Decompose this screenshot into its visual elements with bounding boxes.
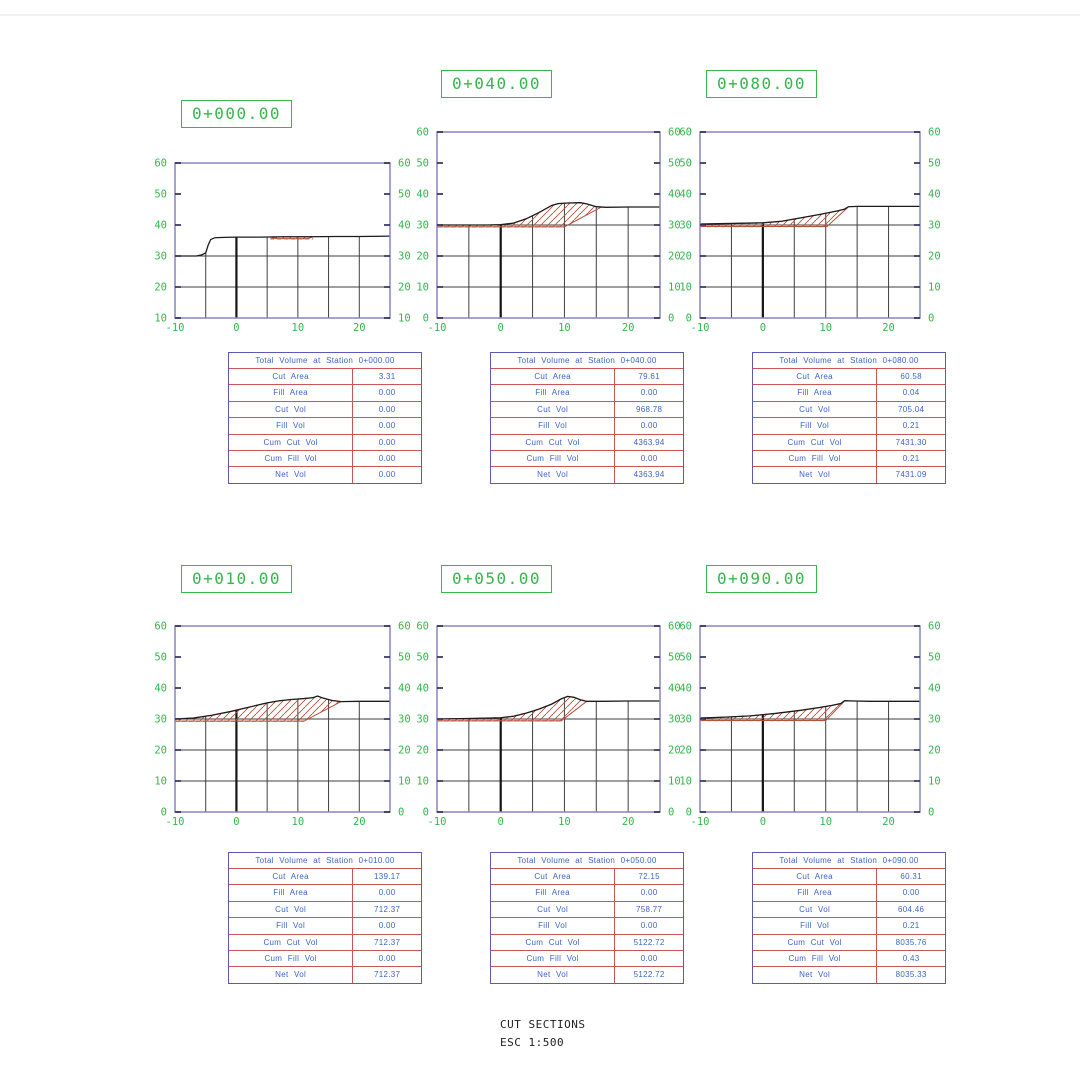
y-axis-label: 10 xyxy=(154,312,167,325)
x-axis-label: 0 xyxy=(759,322,767,334)
volume-row-value: 5122.72 xyxy=(633,937,665,947)
y-axis-label: 10 xyxy=(154,775,167,788)
y-axis-label: 50 xyxy=(416,157,429,170)
x-axis-label: -10 xyxy=(427,322,447,334)
volume-row-label: Cut Vol xyxy=(753,902,877,917)
cut-area-hatch xyxy=(437,203,601,227)
y-axis-label: 30 xyxy=(928,219,941,232)
x-axis-label: 20 xyxy=(352,816,366,828)
volume-row-label: Cum Fill Vol xyxy=(491,451,615,466)
volume-table-title: Total Volume at Station 0+000.00 xyxy=(229,353,421,369)
sheet-title: CUT SECTIONS xyxy=(500,1018,586,1031)
y-axis-label: 40 xyxy=(398,682,411,695)
volume-row-label: Cum Cut Vol xyxy=(753,435,877,450)
station-label-box xyxy=(181,565,292,593)
y-axis-label: 50 xyxy=(679,651,692,664)
volume-row-value: 0.21 xyxy=(902,453,920,463)
volume-table-row xyxy=(229,418,421,434)
volume-row-value: 0.00 xyxy=(640,453,658,463)
y-axis-label: 40 xyxy=(928,682,941,695)
y-axis-label: 0 xyxy=(685,806,692,819)
volume-table-row xyxy=(753,885,945,901)
volume-row-label: Net Vol xyxy=(491,967,615,982)
volume-table-title: Total Volume at Station 0+090.00 xyxy=(753,853,945,869)
volume-row-value: 0.00 xyxy=(378,921,396,931)
y-axis-label: 10 xyxy=(679,281,692,294)
volume-row-label: Cut Area xyxy=(753,369,877,384)
cross-section-plot xyxy=(130,616,435,834)
y-axis-label: 50 xyxy=(416,651,429,664)
volume-row-label: Cut Area xyxy=(491,369,615,384)
volume-row-value: 604.46 xyxy=(897,904,925,914)
y-axis-label: 60 xyxy=(679,126,692,139)
volume-row-value: 139.17 xyxy=(373,872,401,881)
y-axis-label: 20 xyxy=(679,744,692,757)
y-axis-label: 50 xyxy=(398,188,411,201)
y-axis-label: 20 xyxy=(668,744,681,757)
volume-table-row xyxy=(753,967,945,982)
volume-row-value: 0.00 xyxy=(640,953,658,963)
y-axis-label: 60 xyxy=(398,157,411,170)
volume-table xyxy=(490,352,684,484)
y-axis-label: 0 xyxy=(928,312,935,325)
volume-row-label: Cut Vol xyxy=(491,902,615,917)
y-axis-label: 50 xyxy=(668,157,681,170)
volume-row-label: Cum Cut Vol xyxy=(491,435,615,450)
y-axis-label: 10 xyxy=(679,775,692,788)
volume-row-value: 712.37 xyxy=(373,970,401,980)
y-axis-label: 20 xyxy=(668,250,681,263)
volume-row-label: Cum Cut Vol xyxy=(753,935,877,950)
y-axis-label: 20 xyxy=(679,250,692,263)
volume-table-row xyxy=(491,418,683,434)
volume-table-row xyxy=(229,935,421,951)
y-axis-label: 50 xyxy=(668,651,681,664)
volume-row-value: 4363.94 xyxy=(633,470,665,480)
station-label: 0+080.00 xyxy=(717,74,807,93)
volume-table-row xyxy=(753,402,945,418)
volume-table-row xyxy=(229,385,421,401)
x-axis-label: 20 xyxy=(352,322,366,334)
volume-row-label: Cum Fill Vol xyxy=(753,951,877,966)
volume-table-title: Total Volume at Station 0+040.00 xyxy=(491,353,683,369)
x-axis-label: 0 xyxy=(497,322,504,334)
y-axis-label: 50 xyxy=(679,157,692,170)
volume-table-row xyxy=(491,467,683,482)
volume-table-row xyxy=(229,902,421,918)
volume-row-value: 0.00 xyxy=(378,421,396,431)
volume-table-row xyxy=(753,435,945,451)
y-axis-label: 30 xyxy=(668,219,681,232)
y-axis-label: 60 xyxy=(928,620,941,633)
volume-row-label: Cut Area xyxy=(491,869,615,884)
volume-row-value: 5122.72 xyxy=(633,970,665,980)
volume-row-value: 8035.76 xyxy=(895,937,927,947)
sheet-scale: ESC 1:500 xyxy=(500,1036,565,1049)
y-axis-label: 0 xyxy=(422,312,429,325)
volume-table-row xyxy=(491,967,683,982)
volume-row-label: Fill Area xyxy=(753,385,877,400)
y-axis-label: 60 xyxy=(679,620,692,633)
volume-table-row xyxy=(229,435,421,451)
y-axis-label: 30 xyxy=(416,713,429,726)
x-axis-label: 0 xyxy=(759,816,767,828)
x-axis-label: 10 xyxy=(819,322,833,334)
volume-row-value: 4363.94 xyxy=(633,437,665,447)
volume-table-row xyxy=(229,951,421,967)
y-axis-label: 30 xyxy=(154,713,167,726)
y-axis-label: 50 xyxy=(928,651,941,664)
y-axis-label: 30 xyxy=(398,713,411,726)
volume-row-label: Cut Vol xyxy=(753,402,877,417)
y-axis-label: 0 xyxy=(422,806,429,819)
volume-row-value: 712.37 xyxy=(373,937,401,947)
station-label-box xyxy=(441,565,552,593)
y-axis-label: 40 xyxy=(416,188,429,201)
x-axis-label: 20 xyxy=(621,322,635,334)
y-axis-label: 10 xyxy=(668,281,681,294)
station-label-box xyxy=(441,70,552,98)
volume-row-label: Fill Area xyxy=(229,885,353,900)
volume-row-value: 712.37 xyxy=(373,904,401,914)
y-axis-label: 0 xyxy=(668,312,675,325)
volume-row-label: Fill Vol xyxy=(229,418,353,433)
x-axis-label: 10 xyxy=(558,322,571,334)
y-axis-label: 10 xyxy=(398,775,411,788)
y-axis-label: 0 xyxy=(668,806,675,819)
y-axis-label: 60 xyxy=(668,126,681,139)
volume-table-row xyxy=(491,935,683,951)
x-axis-label: -10 xyxy=(690,322,710,334)
x-axis-label: 20 xyxy=(621,816,635,828)
volume-table-row xyxy=(491,369,683,385)
volume-row-value: 0.04 xyxy=(902,388,920,398)
volume-row-value: 72.15 xyxy=(638,872,660,881)
volume-row-value: 0.00 xyxy=(640,388,658,398)
y-axis-label: 0 xyxy=(685,312,692,325)
volume-table-row xyxy=(753,418,945,434)
volume-table-row xyxy=(491,918,683,934)
volume-table-row xyxy=(491,402,683,418)
volume-table-row xyxy=(491,385,683,401)
station-label: 0+090.00 xyxy=(717,569,807,588)
y-axis-label: 40 xyxy=(679,188,692,201)
station-label: 0+050.00 xyxy=(452,569,542,588)
volume-row-value: 0.00 xyxy=(640,888,658,898)
volume-table-row xyxy=(491,902,683,918)
x-axis-label: -10 xyxy=(690,816,710,828)
volume-table-row xyxy=(753,869,945,885)
volume-table-row xyxy=(753,935,945,951)
y-axis-label: 40 xyxy=(668,188,681,201)
y-axis-label: 40 xyxy=(154,219,167,232)
volume-table xyxy=(752,352,946,484)
volume-table-row xyxy=(491,885,683,901)
volume-table-row xyxy=(753,385,945,401)
volume-row-value: 0.00 xyxy=(378,453,396,463)
volume-row-label: Cum Cut Vol xyxy=(229,435,353,450)
x-axis-label: 20 xyxy=(882,322,895,334)
volume-row-value: 0.00 xyxy=(640,921,658,931)
volume-row-label: Cum Fill Vol xyxy=(753,451,877,466)
y-axis-label: 10 xyxy=(416,775,429,788)
volume-row-value: 758.77 xyxy=(635,904,663,914)
volume-table-row xyxy=(491,951,683,967)
y-axis-label: 50 xyxy=(928,157,941,170)
volume-table-row xyxy=(229,869,421,885)
y-axis-label: 30 xyxy=(668,713,681,726)
volume-row-label: Cum Fill Vol xyxy=(491,951,615,966)
sheet-title-block xyxy=(500,1016,585,1052)
volume-row-label: Fill Area xyxy=(491,385,615,400)
volume-row-label: Cum Fill Vol xyxy=(229,951,353,966)
y-axis-label: 50 xyxy=(154,651,167,664)
volume-table-row xyxy=(491,869,683,885)
volume-table-title: Total Volume at Station 0+050.00 xyxy=(491,853,683,869)
volume-row-value: 60.31 xyxy=(900,872,922,881)
x-axis-label: 10 xyxy=(819,816,833,828)
y-axis-label: 40 xyxy=(154,682,167,695)
x-axis-label: -10 xyxy=(165,322,185,334)
x-axis-label: -10 xyxy=(427,816,447,828)
volume-table-row xyxy=(229,402,421,418)
volume-table-row xyxy=(491,451,683,467)
x-axis-label: 0 xyxy=(497,816,504,828)
volume-table-row xyxy=(753,902,945,918)
y-axis-label: 40 xyxy=(416,682,429,695)
y-axis-label: 20 xyxy=(154,744,167,757)
volume-row-label: Cut Area xyxy=(753,869,877,884)
y-axis-label: 20 xyxy=(416,250,429,263)
x-axis-label: 10 xyxy=(291,322,305,334)
volume-row-label: Net Vol xyxy=(491,467,615,482)
y-axis-label: 10 xyxy=(928,281,941,294)
volume-row-label: Cum Cut Vol xyxy=(229,935,353,950)
volume-row-label: Cut Vol xyxy=(229,902,353,917)
volume-row-value: 3.31 xyxy=(378,372,396,381)
volume-table xyxy=(752,852,946,984)
volume-row-label: Fill Area xyxy=(753,885,877,900)
volume-table-row xyxy=(753,951,945,967)
volume-row-value: 0.43 xyxy=(902,953,920,963)
volume-row-value: 0.00 xyxy=(378,470,396,480)
volume-table-row xyxy=(491,435,683,451)
y-axis-label: 30 xyxy=(928,713,941,726)
volume-row-value: 0.00 xyxy=(378,953,396,963)
y-axis-label: 40 xyxy=(668,682,681,695)
y-axis-label: 10 xyxy=(416,281,429,294)
volume-row-label: Cum Fill Vol xyxy=(229,451,353,466)
volume-row-value: 79.61 xyxy=(638,372,660,381)
x-axis-label: 10 xyxy=(291,816,305,828)
station-label-box xyxy=(706,70,817,98)
volume-row-label: Cut Area xyxy=(229,869,353,884)
volume-row-label: Net Vol xyxy=(229,467,353,482)
x-axis-label: 10 xyxy=(558,816,571,828)
volume-table-row xyxy=(229,885,421,901)
y-axis-label: 50 xyxy=(154,188,167,201)
y-axis-label: 60 xyxy=(416,620,429,633)
volume-table-row xyxy=(753,467,945,482)
y-axis-label: 60 xyxy=(668,620,681,633)
volume-row-label: Net Vol xyxy=(753,967,877,982)
station-label: 0+040.00 xyxy=(452,74,542,93)
y-axis-label: 20 xyxy=(398,744,411,757)
volume-row-label: Fill Vol xyxy=(491,918,615,933)
volume-row-label: Cut Area xyxy=(229,369,353,384)
volume-row-value: 0.21 xyxy=(902,921,920,931)
y-axis-label: 30 xyxy=(679,713,692,726)
station-label-box xyxy=(706,565,817,593)
y-axis-label: 30 xyxy=(679,219,692,232)
y-axis-label: 0 xyxy=(398,806,405,819)
x-axis-label: 0 xyxy=(233,322,240,334)
station-label: 0+000.00 xyxy=(192,104,282,123)
volume-table-row xyxy=(753,451,945,467)
y-axis-label: 50 xyxy=(398,651,411,664)
y-axis-label: 60 xyxy=(398,620,411,633)
y-axis-label: 20 xyxy=(154,281,167,294)
volume-row-label: Fill Area xyxy=(229,385,353,400)
cut-area-hatch xyxy=(437,696,587,720)
y-axis-label: 10 xyxy=(668,775,681,788)
y-axis-label: 30 xyxy=(398,250,411,263)
plot-frame xyxy=(175,163,390,318)
y-axis-label: 20 xyxy=(416,744,429,757)
y-axis-label: 10 xyxy=(398,312,411,325)
y-axis-label: 0 xyxy=(160,806,167,819)
volume-row-label: Net Vol xyxy=(229,967,353,982)
y-axis-label: 30 xyxy=(416,219,429,232)
station-label-box xyxy=(181,100,292,128)
y-axis-label: 20 xyxy=(928,250,941,263)
volume-row-label: Cut Vol xyxy=(229,402,353,417)
y-axis-label: 60 xyxy=(154,620,167,633)
sheet-border-line xyxy=(0,14,1080,16)
volume-table-row xyxy=(229,451,421,467)
volume-row-value: 705.04 xyxy=(897,404,925,414)
y-axis-label: 60 xyxy=(416,126,429,139)
y-axis-label: 40 xyxy=(398,219,411,232)
y-axis-label: 20 xyxy=(398,281,411,294)
volume-row-value: 7431.30 xyxy=(895,437,927,447)
volume-row-label: Cum Cut Vol xyxy=(491,935,615,950)
y-axis-label: 0 xyxy=(928,806,935,819)
volume-row-value: 60.58 xyxy=(900,372,922,381)
volume-row-value: 0.00 xyxy=(378,388,396,398)
x-axis-label: 0 xyxy=(233,816,240,828)
volume-row-value: 7431.09 xyxy=(895,470,927,480)
volume-table xyxy=(228,352,422,484)
volume-row-value: 0.00 xyxy=(378,437,396,447)
volume-table-title: Total Volume at Station 0+080.00 xyxy=(753,353,945,369)
cross-section-plot xyxy=(655,122,965,340)
volume-row-value: 0.00 xyxy=(902,888,920,898)
volume-row-label: Fill Vol xyxy=(229,918,353,933)
y-axis-label: 20 xyxy=(928,744,941,757)
volume-table-row xyxy=(753,369,945,385)
station-label: 0+010.00 xyxy=(192,569,282,588)
volume-table-title: Total Volume at Station 0+010.00 xyxy=(229,853,421,869)
volume-table-row xyxy=(229,967,421,982)
volume-row-value: 0.00 xyxy=(640,421,658,431)
volume-row-value: 8035.33 xyxy=(895,970,927,980)
cross-section-plot xyxy=(655,616,965,834)
volume-table-row xyxy=(229,918,421,934)
y-axis-label: 40 xyxy=(679,682,692,695)
x-axis-label: 20 xyxy=(882,816,895,828)
y-axis-label: 30 xyxy=(154,250,167,263)
volume-row-value: 0.00 xyxy=(378,888,396,898)
y-axis-label: 10 xyxy=(928,775,941,788)
volume-row-label: Fill Area xyxy=(491,885,615,900)
y-axis-label: 40 xyxy=(928,188,941,201)
volume-row-value: 0.21 xyxy=(902,421,920,431)
volume-row-label: Net Vol xyxy=(753,467,877,482)
x-axis-label: -10 xyxy=(165,816,185,828)
volume-table xyxy=(490,852,684,984)
volume-row-label: Fill Vol xyxy=(753,918,877,933)
volume-row-value: 0.00 xyxy=(378,404,396,414)
volume-table xyxy=(228,852,422,984)
cross-section-plot xyxy=(130,153,435,340)
volume-row-label: Cut Vol xyxy=(491,402,615,417)
volume-table-row xyxy=(229,369,421,385)
volume-table-row xyxy=(753,918,945,934)
y-axis-label: 60 xyxy=(928,126,941,139)
volume-row-value: 968.78 xyxy=(635,404,663,414)
volume-table-row xyxy=(229,467,421,482)
volume-row-label: Fill Vol xyxy=(491,418,615,433)
y-axis-label: 60 xyxy=(154,157,167,170)
volume-row-label: Fill Vol xyxy=(753,418,877,433)
